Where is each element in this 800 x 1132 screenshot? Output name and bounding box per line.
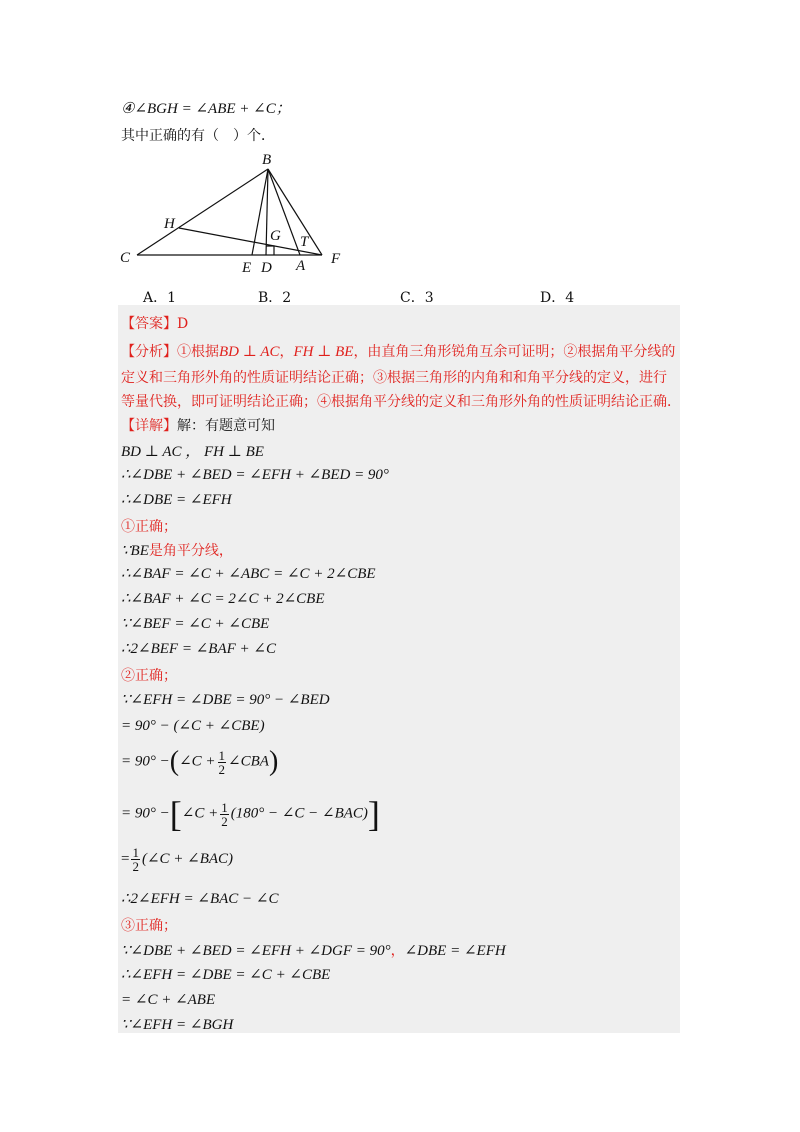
analysis-math: FH ⊥ BE <box>293 344 354 360</box>
conclusion-1: ①正确； <box>121 519 177 535</box>
proof-line: ∴∠DBE = ∠EFH <box>121 492 232 508</box>
proof-math: ∵BE <box>121 543 149 559</box>
proof-line: BD ⊥ AC ， FH ⊥ BE <box>121 444 264 460</box>
proof-line-frac-2: = 90° −[∠C + $\frac{1}{2}$ (180° − ∠C − ∠BAC)] <box>121 794 380 834</box>
label-H: H <box>164 216 175 232</box>
proof-line-frac-3: = $\frac{1}{2}$ (∠C + ∠BAC) <box>121 845 234 874</box>
fraction-half: $\frac{1}{2}$ <box>218 747 226 777</box>
fraction-half: $\frac{1}{2}$ <box>132 845 139 874</box>
proof-line: ∴∠DBE + ∠BED = ∠EFH + ∠BED = 90° <box>121 467 389 483</box>
conclusion-3: ③正确； <box>121 918 177 934</box>
label-D: D <box>261 260 272 272</box>
proof-line-frac-1: = 90° −(∠C + $\frac{1}{2}$ ∠CBA) <box>121 746 279 777</box>
detail-intro-text: 解：有题意可知 <box>177 418 275 434</box>
answer-line <box>121 313 188 333</box>
label-E: E <box>242 260 252 272</box>
proof-math: (180° − ∠C − ∠BAC) <box>230 805 368 822</box>
proof-math: ∠DBE = ∠EFH <box>404 943 506 959</box>
proof-text: 是角平分线， <box>148 543 233 559</box>
choice-c[interactable]: C．3 <box>400 290 434 306</box>
analysis-line-2: 定义和三角形外角的性质证明结论正确；③根据三角形的内角和和角平分线的定义，进行 <box>121 370 667 386</box>
answer-value: D <box>177 316 189 332</box>
analysis-tag: 【分析】 <box>121 344 177 360</box>
analysis-line-3: 等量代换，即可证明结论正确；④根据角平分线的定义和三角形外角的性质证明结论正确． <box>121 394 681 410</box>
label-B: B <box>262 152 272 168</box>
analysis-text: ， <box>279 344 294 360</box>
proof-math: = 90° − <box>121 805 170 822</box>
proof-text: ， <box>390 943 405 959</box>
proof-line: = ∠C + ∠ABE <box>121 992 216 1008</box>
proof-line: ∵∠EFH = ∠BGH <box>121 1017 234 1033</box>
label-A: A <box>296 258 306 272</box>
proof-math: ∠CBA <box>228 753 269 770</box>
choice-d[interactable]: D．4 <box>540 290 575 306</box>
geometry-figure <box>118 152 348 272</box>
analysis-math: BD ⊥ AC <box>219 344 280 360</box>
proof-line: ∴∠EFH = ∠DBE = ∠C + ∠CBE <box>121 967 331 983</box>
proof-line: ∴2∠BEF = ∠BAF + ∠C <box>121 641 276 657</box>
label-G: G <box>270 228 281 244</box>
proof-math: = 90° − <box>121 753 170 770</box>
answer-tag: 【答案】 <box>121 316 177 332</box>
proof-math: ∠C + <box>181 805 219 822</box>
proof-line: ∴∠BAF = ∠C + ∠ABC = ∠C + 2∠CBE <box>121 566 376 582</box>
analysis-line-1 <box>121 341 675 361</box>
statement-4: ④∠BGH = ∠ABE + ∠C； <box>121 101 291 117</box>
conclusion-2: ②正确； <box>121 668 177 684</box>
proof-math: (∠C + ∠BAC) <box>141 850 234 867</box>
proof-line <box>121 940 506 960</box>
analysis-text: ，由直角三角形锐角互余可证明；②根据角平分线的 <box>353 344 676 360</box>
fraction-half: $\frac{1}{2}$ <box>221 799 228 829</box>
proof-line: ∵∠BEF = ∠C + ∠CBE <box>121 616 270 632</box>
label-F: F <box>331 251 341 267</box>
proof-line: ∵∠EFH = ∠DBE = 90° − ∠BED <box>121 692 330 708</box>
proof-line <box>121 540 233 560</box>
analysis-text: ①根据 <box>177 344 219 360</box>
label-T: T <box>300 234 309 250</box>
choice-a[interactable]: A．1 <box>143 290 177 306</box>
label-C: C <box>120 250 131 266</box>
proof-line: ∴∠BAF + ∠C = 2∠C + 2∠CBE <box>121 591 325 607</box>
proof-line: ∴2∠EFH = ∠BAC − ∠C <box>121 891 279 907</box>
question-text: 其中正确的有（ ）个． <box>121 128 275 144</box>
proof-math: ∵∠DBE + ∠BED = ∠EFH + ∠DGF = 90° <box>121 943 391 959</box>
detail-intro <box>121 415 275 435</box>
proof-math: ∠C + <box>179 753 216 770</box>
proof-line: = 90° − (∠C + ∠CBE) <box>121 718 265 734</box>
choice-b[interactable]: B．2 <box>258 290 292 306</box>
detail-tag: 【详解】 <box>121 418 177 434</box>
